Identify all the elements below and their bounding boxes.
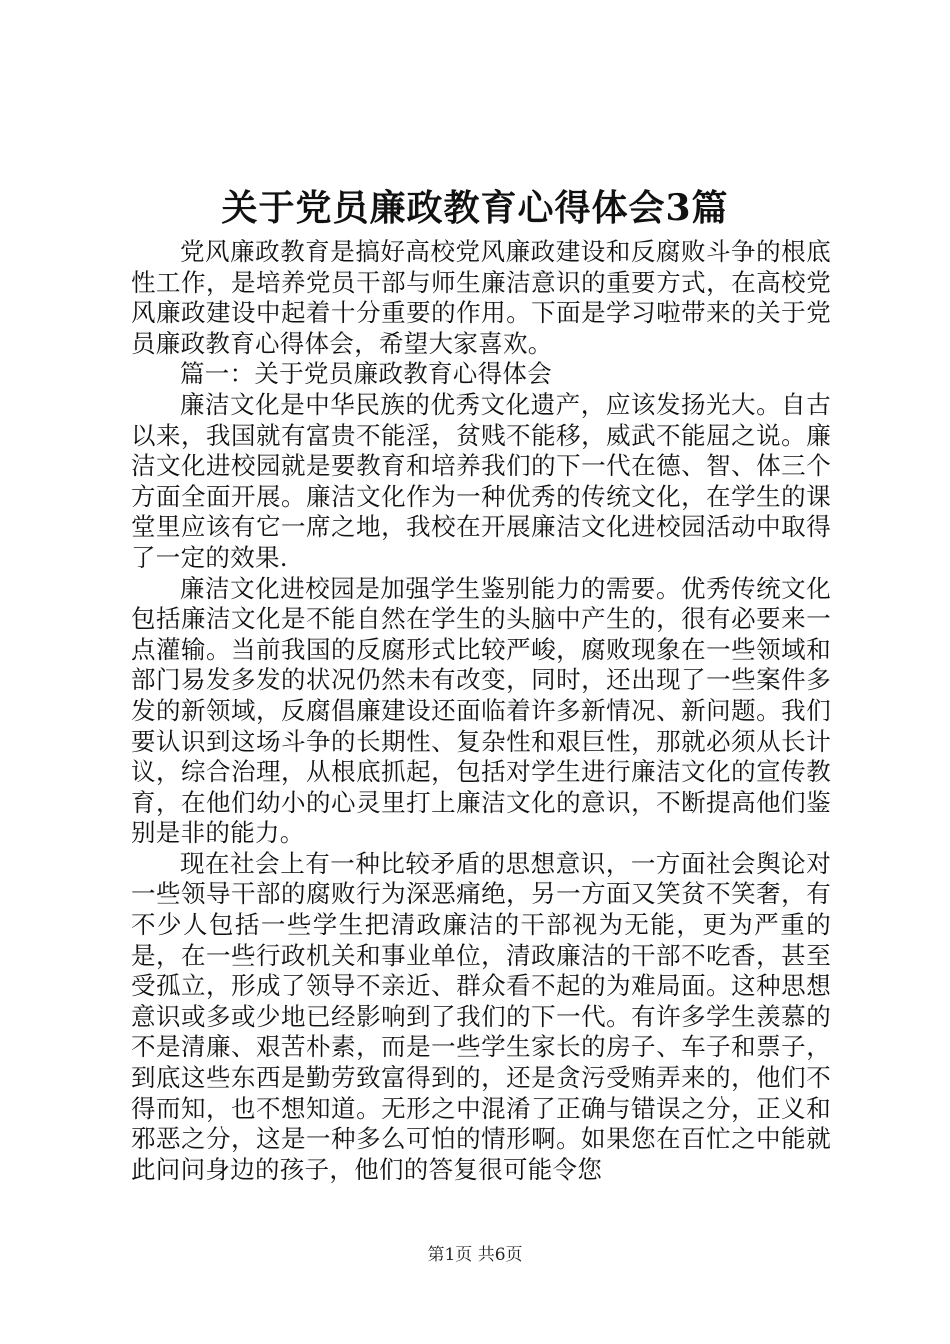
page-number-footer: 第1页 共6页 — [427, 1245, 523, 1265]
body-paragraph: 现在社会上有一种比较矛盾的思想意识，一方面社会舆论对一些领导干部的腐败行为深恶痛绝，另一方面又笑贫不笑奢，有不少人包括一些学生把清政廉洁的干部视为无能，更为严重的是，在一些行政机关和事业单位，清政廉洁的干部不吃香，甚至受孤立，形成了领导不亲近、群众看不起的为难局面。这种思想意识或多或少地已经影响到了我们的下一代。有许多学生羡慕的不是清廉、艰苦朴素，而是一些学生家长的房子、车子和票子，到底这些东西是勤劳致富得到的，还是贪污受贿弄来的，他们不得而知，也不想知道。无形之中混淆了正确与错误之分，正义和邪恶之分，这是一种多么可怕的情形啊。如果您在百忙之中能就此问问身边的孩子，他们的答复很可能令您 — [131, 848, 831, 1184]
intro-paragraph: 党风廉政教育是搞好高校党风廉政建设和反腐败斗争的根底性工作，是培养党员干部与师生廉洁意识的重要方式，在高校党风廉政建设中起着十分重要的作用。下面是学习啦带来的关于党员廉政教育心得体会，希望大家喜欢。 — [131, 237, 831, 358]
body-paragraph: 廉洁文化进校园是加强学生鉴别能力的需要。优秀传统文化包括廉洁文化是不能自然在学生的头脑中产生的，很有必要来一点灌输。当前我国的反腐形式比较严峻，腐败现象在一些领域和部门易发多发的状况仍然未有改变，同时，还出现了一些案件多发的新领域，反腐倡廉建设还面临着许多新情况、新问题。我们要认识到这场斗争的长期性、复杂性和艰巨性，那就必须从长计议，综合治理，从根底抓起，包括对学生进行廉洁文化的宣传教育，在他们幼小的心灵里打上廉洁文化的意识，不断提高他们鉴别是非的能力。 — [131, 573, 831, 848]
section-heading: 篇一：关于党员廉政教育心得体会 — [180, 359, 552, 389]
body-paragraph: 廉洁文化是中华民族的优秀文化遗产，应该发扬光大。自古以来，我国就有富贵不能淫，贫贱不能移，威武不能屈之说。廉洁文化进校园就是要教育和培养我们的下一代在德、智、体三个方面全面开展。廉洁文化作为一种优秀的传统文化，在学生的课堂里应该有它一席之地，我校在开展廉洁文化进校园活动中取得了一定的效果. — [131, 389, 831, 572]
document-title: 关于党员廉政教育心得体会3篇 — [221, 187, 729, 229]
document-body — [131, 237, 831, 1185]
